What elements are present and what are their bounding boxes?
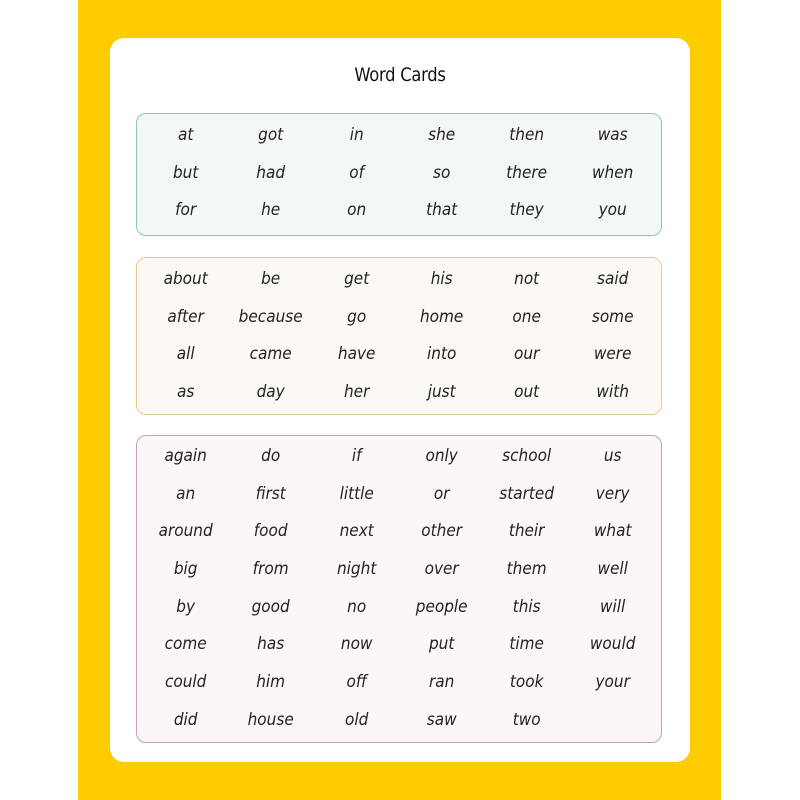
- word-card: ran: [428, 671, 455, 692]
- word-card: if: [351, 445, 362, 466]
- word-card: time: [509, 634, 545, 655]
- word-card: house: [247, 709, 295, 730]
- word-card: just: [427, 381, 456, 402]
- word-card: put: [428, 634, 455, 655]
- word-card: go: [346, 306, 366, 327]
- word-card: have: [337, 344, 376, 365]
- word-card: first: [255, 483, 287, 504]
- word-card: school: [502, 445, 552, 466]
- word-card: had: [256, 162, 286, 183]
- word-card: one: [512, 306, 542, 327]
- word-card: at: [177, 124, 194, 145]
- word-group-3: [136, 435, 662, 743]
- word-card: well: [597, 558, 628, 579]
- word-card: did: [173, 709, 198, 730]
- word-grid: [137, 116, 661, 229]
- word-card: come: [164, 634, 207, 655]
- word-card: then: [509, 124, 545, 145]
- word-grid: [137, 260, 661, 411]
- word-card: around: [158, 521, 213, 542]
- word-card: little: [339, 483, 374, 504]
- word-card: they: [509, 200, 545, 221]
- word-card: big: [173, 558, 198, 579]
- word-card: again: [164, 445, 207, 466]
- word-card: what: [593, 521, 632, 542]
- word-card: after: [167, 306, 204, 327]
- word-card: on: [346, 200, 366, 221]
- word-card: him: [256, 671, 286, 692]
- word-card: for: [175, 200, 197, 221]
- word-card: started: [499, 483, 555, 504]
- word-card: our: [514, 344, 540, 365]
- word-card: two: [513, 709, 541, 730]
- word-card: other: [421, 521, 463, 542]
- word-card: get: [343, 268, 369, 289]
- word-grid: [137, 437, 661, 739]
- word-card: us: [603, 445, 622, 466]
- word-card: were: [593, 344, 632, 365]
- word-card: now: [340, 634, 373, 655]
- word-card: do: [261, 445, 281, 466]
- word-card: her: [343, 381, 370, 402]
- word-card: that: [426, 200, 458, 221]
- word-card: she: [428, 124, 456, 145]
- word-cards-sheet: [110, 38, 690, 762]
- word-card: his: [430, 268, 453, 289]
- word-card: next: [339, 521, 374, 542]
- word-card: in: [349, 124, 364, 145]
- word-card: people: [415, 596, 468, 617]
- word-card: home: [419, 306, 464, 327]
- word-card: saw: [426, 709, 457, 730]
- word-card: good: [251, 596, 291, 617]
- word-card: would: [589, 634, 636, 655]
- word-card: from: [253, 558, 289, 579]
- word-card: [574, 701, 651, 739]
- word-card: only: [425, 445, 458, 466]
- word-card: there: [506, 162, 548, 183]
- word-card: was: [597, 124, 628, 145]
- word-card: got: [258, 124, 284, 145]
- word-card: as: [176, 381, 195, 402]
- word-card: you: [598, 200, 627, 221]
- word-card: so: [432, 162, 451, 183]
- word-group-1: [136, 113, 662, 236]
- word-card: has: [257, 634, 285, 655]
- word-card: your: [595, 671, 630, 692]
- word-card: when: [591, 162, 633, 183]
- word-card: some: [591, 306, 634, 327]
- word-card: all: [176, 344, 195, 365]
- word-card: came: [249, 344, 293, 365]
- word-card: into: [427, 344, 457, 365]
- word-card: day: [256, 381, 286, 402]
- word-card: an: [176, 483, 196, 504]
- word-card: took: [510, 671, 544, 692]
- page-title: Word Cards: [354, 64, 446, 86]
- word-card: because: [238, 306, 303, 327]
- word-card: them: [506, 558, 547, 579]
- word-group-2: [136, 257, 662, 415]
- word-card: but: [172, 162, 199, 183]
- word-card: their: [509, 521, 545, 542]
- word-card: could: [164, 671, 207, 692]
- word-card: of: [348, 162, 364, 183]
- word-card: over: [424, 558, 459, 579]
- word-card: about: [163, 268, 208, 289]
- word-card: old: [344, 709, 368, 730]
- word-card: he: [261, 200, 281, 221]
- word-card: no: [346, 596, 366, 617]
- word-card: said: [596, 268, 628, 289]
- word-card: off: [346, 671, 367, 692]
- word-card: out: [514, 381, 540, 402]
- word-card: with: [596, 381, 629, 402]
- word-card: will: [599, 596, 625, 617]
- word-card: night: [336, 558, 377, 579]
- word-card: very: [595, 483, 630, 504]
- word-card: or: [433, 483, 450, 504]
- word-card: food: [254, 521, 288, 542]
- word-card: this: [513, 596, 541, 617]
- word-card: be: [261, 268, 281, 289]
- word-card: by: [176, 596, 196, 617]
- word-card: not: [514, 268, 540, 289]
